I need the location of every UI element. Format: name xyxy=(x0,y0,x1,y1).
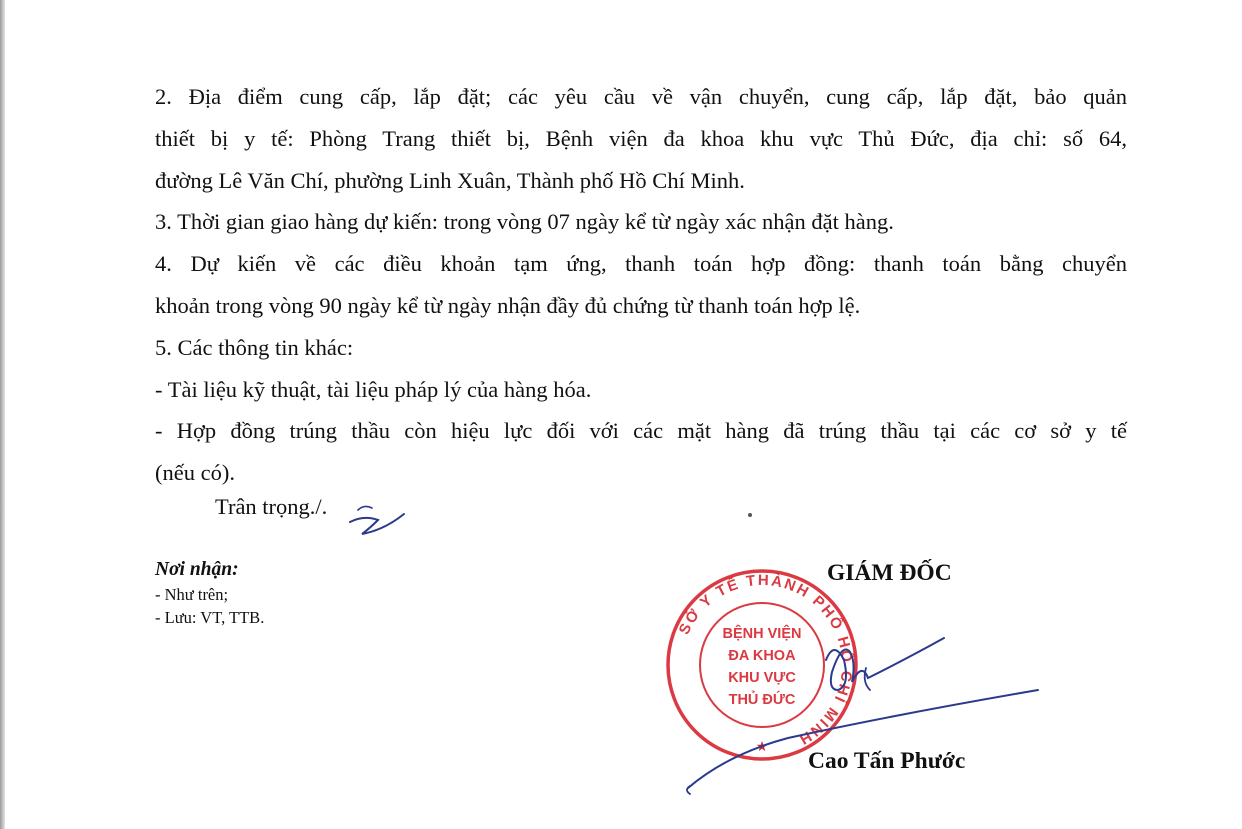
stamp-line: ĐA KHOA xyxy=(728,648,796,664)
recipient-item: - Lưu: VT, TTB. xyxy=(155,608,265,627)
item2-line3: đường Lê Văn Chí, phường Linh Xuân, Thành phố Hồ Chí Minh. xyxy=(155,167,745,193)
closing-phrase: Trân trọng./. xyxy=(215,494,328,519)
stamp-line: THỦ ĐỨC xyxy=(728,692,796,708)
stamp-line: BỆNH VIỆN xyxy=(722,626,802,642)
item2-line2: thiết bị y tế: Phòng Trang thiết bị, Bệnh viện đa khoa khu vực Thủ Đức, địa chỉ: số 64, xyxy=(155,125,1127,151)
item5-heading: 5. Các thông tin khác: xyxy=(155,334,354,360)
item3-line1: 3. Thời gian giao hàng dự kiến: trong vòng 07 ngày kể từ ngày xác nhận đặt hàng. xyxy=(155,209,894,235)
stamp-star-icon: ★ xyxy=(755,740,769,755)
item5-bullet2-line1: - Hợp đồng trúng thầu còn hiệu lực đối với các mặt hàng đã trúng thầu tại các cơ sở y tế xyxy=(155,418,1127,444)
item4-line1: 4. Dự kiến về các điều khoản tạm ứng, thanh toán hợp đồng: thanh toán bằng chuyển xyxy=(155,251,1127,277)
signer-position: GIÁM ĐỐC xyxy=(827,560,952,586)
recipient-item: - Như trên; xyxy=(155,585,229,604)
item5-bullet2-line2: (nếu có). xyxy=(155,460,235,486)
recipients-block xyxy=(155,557,264,629)
letter-body xyxy=(155,76,1127,494)
stamp-outer-text: SỞ Y TẾ THÀNH PHỐ HỒ CHÍ MINH xyxy=(675,571,856,749)
ink-dot xyxy=(748,513,752,517)
scan-edge xyxy=(0,0,5,829)
recipients-title: Nơi nhận: xyxy=(155,559,239,580)
signer-name: Cao Tấn Phước xyxy=(808,748,966,774)
item2-line1: 2. Địa điểm cung cấp, lắp đặt; các yêu cầu về vận chuyển, cung cấp, lắp đặt, bảo quản xyxy=(155,84,1127,109)
item5-bullet1: - Tài liệu kỹ thuật, tài liệu pháp lý của hàng hóa. xyxy=(155,376,592,402)
item4-line2: khoản trong vòng 90 ngày kể từ ngày nhận đầy đủ chứng từ thanh toán hợp lệ. xyxy=(155,292,861,318)
official-stamp xyxy=(664,567,860,763)
stamp-line: KHU VỰC xyxy=(728,670,796,686)
